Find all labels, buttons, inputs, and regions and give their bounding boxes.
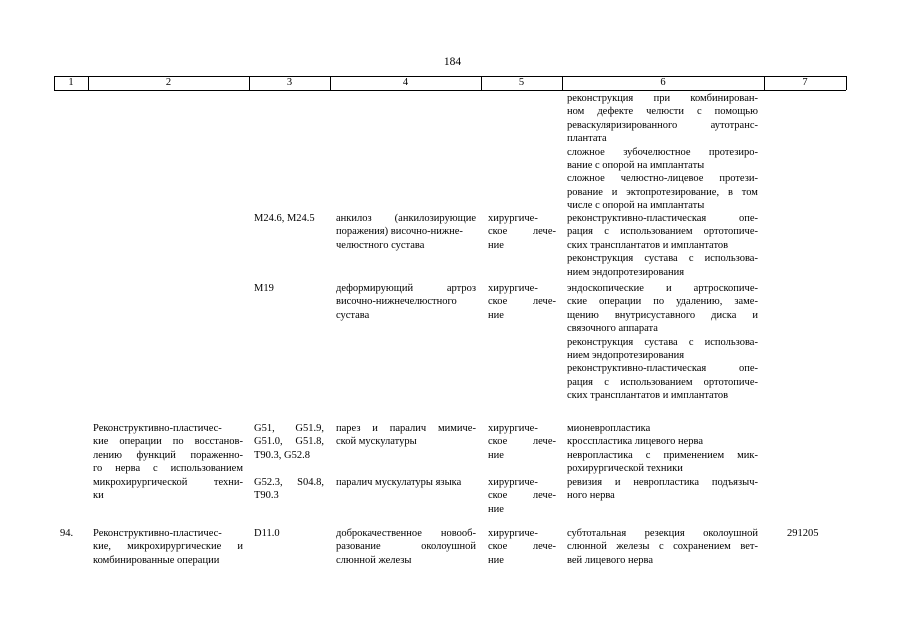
text-line: G51, G51.9, [254, 423, 324, 434]
block4-sub1-methods [567, 422, 758, 476]
text-line: ние [488, 554, 504, 566]
block5-treatment [488, 527, 556, 567]
block5-codes [254, 527, 324, 540]
text-line: T90.3, G52.8 [254, 449, 310, 461]
text-line: комбинированные операции [93, 554, 220, 566]
block1-methods [567, 92, 758, 213]
text-line: G51.0, G51.8, [254, 436, 324, 448]
text-line: анкилоз (анкилозирующие [336, 213, 476, 224]
block3-codes [254, 282, 326, 295]
text-line: M19 [254, 283, 274, 294]
text-line: реконструкция при комбинирован- [567, 93, 758, 104]
block4-sub2-treatment [488, 476, 556, 516]
text-line: Реконструктивно-пластичес- [93, 528, 222, 539]
block2-codes [254, 212, 326, 225]
text-line: паралич мускулатуры языка [336, 477, 462, 488]
block4-sub1-codes [254, 422, 324, 462]
block3-diagnosis [336, 282, 476, 322]
text-line: субтотальная резекция околоушной [567, 528, 758, 539]
header-col-7: 7 [802, 77, 808, 88]
text-line: лению функций пораженно- [93, 449, 243, 461]
table-right-border [846, 76, 847, 90]
text-line: нием эндопротезирования [567, 266, 685, 278]
text-line: рация с использованием ортотопиче- [567, 376, 758, 388]
text-line: G52.3, S04.8, [254, 477, 324, 488]
text-line: хирургиче- [488, 213, 538, 224]
text-line: ние [488, 239, 504, 251]
block5-procedure [93, 527, 243, 567]
text-line: ские операции по удалению, заме- [567, 296, 758, 308]
block5-cost: 291205 [787, 528, 819, 539]
text-line: Реконструктивно-пластичес- [93, 423, 222, 434]
text-line: парез и паралич мимиче- [336, 423, 476, 434]
page-number: 184 [443, 56, 462, 68]
header-col-4: 4 [402, 77, 409, 88]
text-line: ного нерва [567, 490, 615, 502]
text-line: связочного аппарата [567, 323, 658, 335]
text-line: хирургиче- [488, 423, 538, 434]
text-line: M24.6, M24.5 [254, 213, 315, 224]
block3-methods [567, 282, 758, 403]
text-line: ном дефекте челюсти с помощью [567, 106, 758, 118]
text-line: ское лече- [488, 490, 556, 502]
block4-procedure [93, 422, 243, 502]
text-line: реконструктивно-пластическая опе- [567, 213, 758, 224]
text-line: слюнной железы с сохранением вет- [567, 541, 758, 553]
text-line: височно-нижнечелюстного [336, 296, 457, 308]
text-line: сложное зубочелюстное протезиро- [567, 146, 758, 158]
block5-row-number: 94. [60, 528, 74, 539]
text-line: рование и эктопротезирование, в том [567, 186, 758, 198]
text-line: хирургиче- [488, 283, 538, 294]
block4-sub1-treatment [488, 422, 556, 462]
text-line: щению внутрисуставного диска и [567, 309, 758, 321]
text-line: реваскуляризированного аутотранс- [567, 119, 758, 131]
text-line: вей лицевого нерва [567, 554, 654, 566]
text-line: слюнной железы [336, 554, 412, 566]
header-bottom-border [54, 90, 846, 91]
block5-methods [567, 527, 758, 567]
block4-sub2-diagnosis [336, 476, 476, 489]
text-line: реконструкция сустава с использова- [567, 253, 758, 265]
block4-sub1-diagnosis [336, 422, 476, 449]
text-line: хирургиче- [488, 528, 538, 539]
block2-treatment [488, 212, 556, 252]
text-line: рохирургической техники [567, 463, 683, 475]
header-col-2: 2 [165, 77, 172, 88]
block3-treatment [488, 282, 556, 322]
text-line: ние [488, 449, 504, 461]
header-col-5: 5 [518, 77, 525, 88]
text-line: ки [93, 490, 104, 502]
block5-diagnosis [336, 527, 476, 567]
text-line: мионевропластика [567, 423, 651, 434]
text-line: челюстного сустава [336, 239, 425, 251]
text-line: разование околоушной [336, 541, 476, 553]
text-line: кие, микрохирургические и [93, 541, 243, 553]
text-line: D11.0 [254, 528, 280, 539]
text-line: ское лече- [488, 436, 556, 448]
block4-sub2-methods [567, 476, 758, 503]
block2-methods [567, 212, 758, 279]
text-line: ние [488, 503, 504, 515]
text-line: реконструкция сустава с использова- [567, 336, 758, 348]
text-line: ское лече- [488, 296, 556, 308]
text-line: микрохирургической техни- [93, 476, 243, 488]
text-line: рация с использованием ортотопиче- [567, 226, 758, 238]
text-line: ревизия и невропластика подъязыч- [567, 477, 758, 488]
text-line: кросспластика лицевого нерва [567, 436, 704, 448]
text-line: плантата [567, 133, 607, 145]
text-line: ских трансплантатов и имплантатов [567, 390, 729, 402]
text-line: нием эндопротезирования [567, 350, 685, 362]
block4-sub2-codes [254, 476, 324, 503]
block2-diagnosis [336, 212, 476, 252]
header-col-6: 6 [660, 77, 666, 88]
text-line: ское лече- [488, 226, 556, 238]
text-line: эндоскопические и артроскопиче- [567, 283, 758, 294]
text-line: сложное челюстно-лицевое протези- [567, 173, 758, 185]
text-line: числе с опорой на имплантаты [567, 200, 705, 212]
text-line: вание с опорой на имплантаты [567, 160, 705, 172]
text-line: реконструктивно-пластическая опе- [567, 363, 758, 375]
text-line: невропластика с применением мик- [567, 449, 758, 461]
header-col-1: 1 [68, 77, 74, 88]
text-line: ние [488, 309, 504, 321]
text-line: го нерва с использованием [93, 463, 243, 475]
text-line: деформирующий артроз [336, 283, 476, 294]
text-line: сустава [336, 309, 370, 321]
text-line: ской мускулатуры [336, 436, 417, 448]
text-line: ское лече- [488, 541, 556, 553]
header-col-3: 3 [286, 77, 293, 88]
text-line: ских трансплантатов и имплантатов [567, 239, 729, 251]
text-line: поражения) височно-нижне- [336, 226, 463, 238]
text-line: хирургиче- [488, 477, 538, 488]
text-line: кие операции по восстанов- [93, 436, 243, 448]
text-line: T90.3 [254, 490, 279, 502]
text-line: доброкачественное новооб- [336, 528, 476, 539]
